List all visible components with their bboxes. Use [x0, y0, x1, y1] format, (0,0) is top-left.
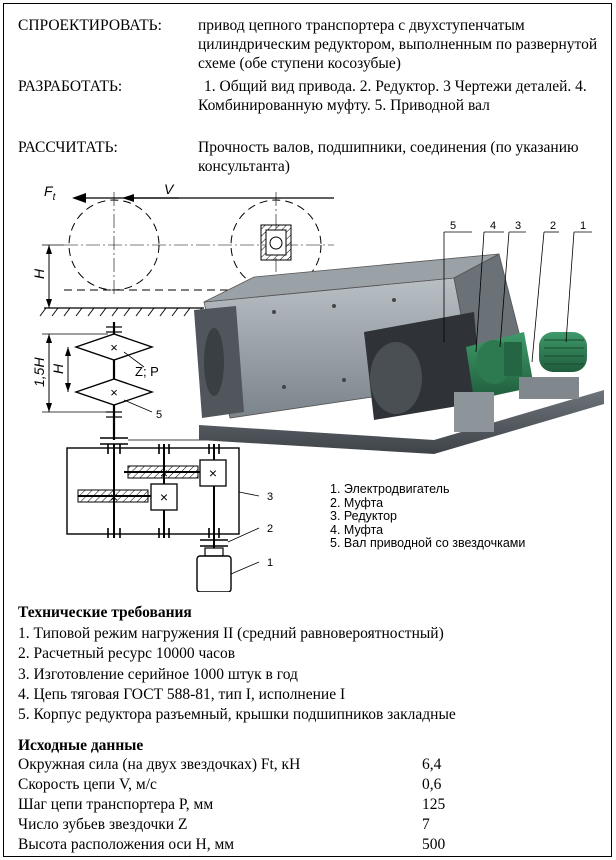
assignment-sheet: [3, 3, 612, 857]
legend-item: 4. Муфта: [330, 522, 384, 537]
callout-3: 3: [267, 491, 274, 503]
requirements-list: [18, 624, 456, 725]
data-row: [18, 756, 608, 775]
requirement-item: 3. Изготовление серийное 1000 штук в год: [18, 665, 298, 683]
requirement-item: 5. Корпус редуктора разъемный, крышки подшипников закладные: [18, 706, 456, 724]
callout-5: 5: [156, 409, 163, 421]
data-row: [18, 776, 608, 795]
legend-item: 5. Вал приводной со звездочками: [330, 536, 526, 551]
height-15-label: 1,5H: [31, 357, 47, 387]
requirement-item: 1. Типовой режим нагружения II (средний равновероятностный): [18, 625, 444, 642]
design-label: СПРОЕКТИРОВАТЬ:: [18, 17, 162, 34]
motor-symbol: [197, 556, 231, 592]
legend-item: 1. Электродвигатель: [330, 482, 450, 496]
height-label: H: [31, 268, 47, 279]
svg-text:×: ×: [110, 340, 118, 355]
design-text: привод цепного транспортера с двухступенчатым цилиндрическим редуктором, выполненным по развернутой схеме (обе ступени косозубые): [198, 17, 598, 72]
callout-2: 2: [267, 523, 274, 535]
develop-text: 1. Общий вид привода. 2. Редуктор. 3 Чертежи деталей. 4. Комбинированную муфту. 5. Приводной вал: [198, 78, 587, 114]
data-row-value: 6,4: [422, 756, 442, 773]
calc-label: РАССЧИТАТЬ:: [18, 139, 118, 156]
component-legend: [330, 483, 525, 551]
data-row-name: Скорость цепи V, м/с: [18, 776, 157, 793]
data-row-name: Окружная сила (на двух звездочках) Ft, кН: [18, 756, 301, 773]
photo-callout-3: 3: [515, 220, 522, 232]
initial-data-title: Исходные данные: [18, 737, 144, 754]
data-row-value: 0,6: [422, 776, 442, 793]
force-label: $F_t$: [44, 183, 56, 203]
requirement-item: 4. Цепь тяговая ГОСТ 588-81, тип I, исполнение I: [18, 685, 346, 703]
data-row: [18, 816, 608, 835]
svg-text:×: ×: [109, 489, 119, 505]
svg-text:×: ×: [110, 385, 118, 400]
data-row-value: 500: [422, 836, 446, 853]
sprocket-label: Z; P: [135, 364, 159, 379]
data-row: [18, 836, 608, 855]
data-row-value: 125: [422, 796, 446, 813]
photo-callout-1: 1: [580, 220, 587, 232]
speed-label: V: [164, 182, 174, 197]
data-row: [18, 796, 608, 815]
data-row-value: 7: [422, 816, 430, 833]
requirement-item: 2. Расчетный ресурс 10000 часов: [18, 645, 236, 663]
requirements-title: Технические требования: [18, 604, 192, 621]
callout-1: 1: [267, 557, 274, 569]
force-arrow: [72, 193, 86, 203]
develop-label: РАЗРАБОТАТЬ:: [18, 78, 123, 95]
svg-text:×: ×: [208, 465, 218, 481]
svg-text:×: ×: [159, 465, 169, 481]
data-row-name: Шаг цепи транспортера P, мм: [18, 796, 214, 813]
svg-text:×: ×: [159, 489, 169, 505]
height-inner-label: H: [50, 363, 66, 374]
data-row-name: Высота расположения оси H, мм: [18, 836, 235, 853]
legend-item: 2. Муфта: [330, 495, 384, 510]
photo-callout-5: 5: [450, 220, 457, 232]
photo-callout-2: 2: [550, 220, 557, 232]
calc-text: Прочность валов, подшипники, соединения (по указанию консультанта): [198, 139, 579, 175]
data-row-name: Число зубьев звездочки Z: [18, 816, 188, 833]
legend-item: 3. Редуктор: [330, 509, 398, 524]
motor-photo: [539, 332, 587, 372]
drive-photo: [194, 220, 604, 454]
photo-callout-4: 4: [490, 220, 497, 232]
